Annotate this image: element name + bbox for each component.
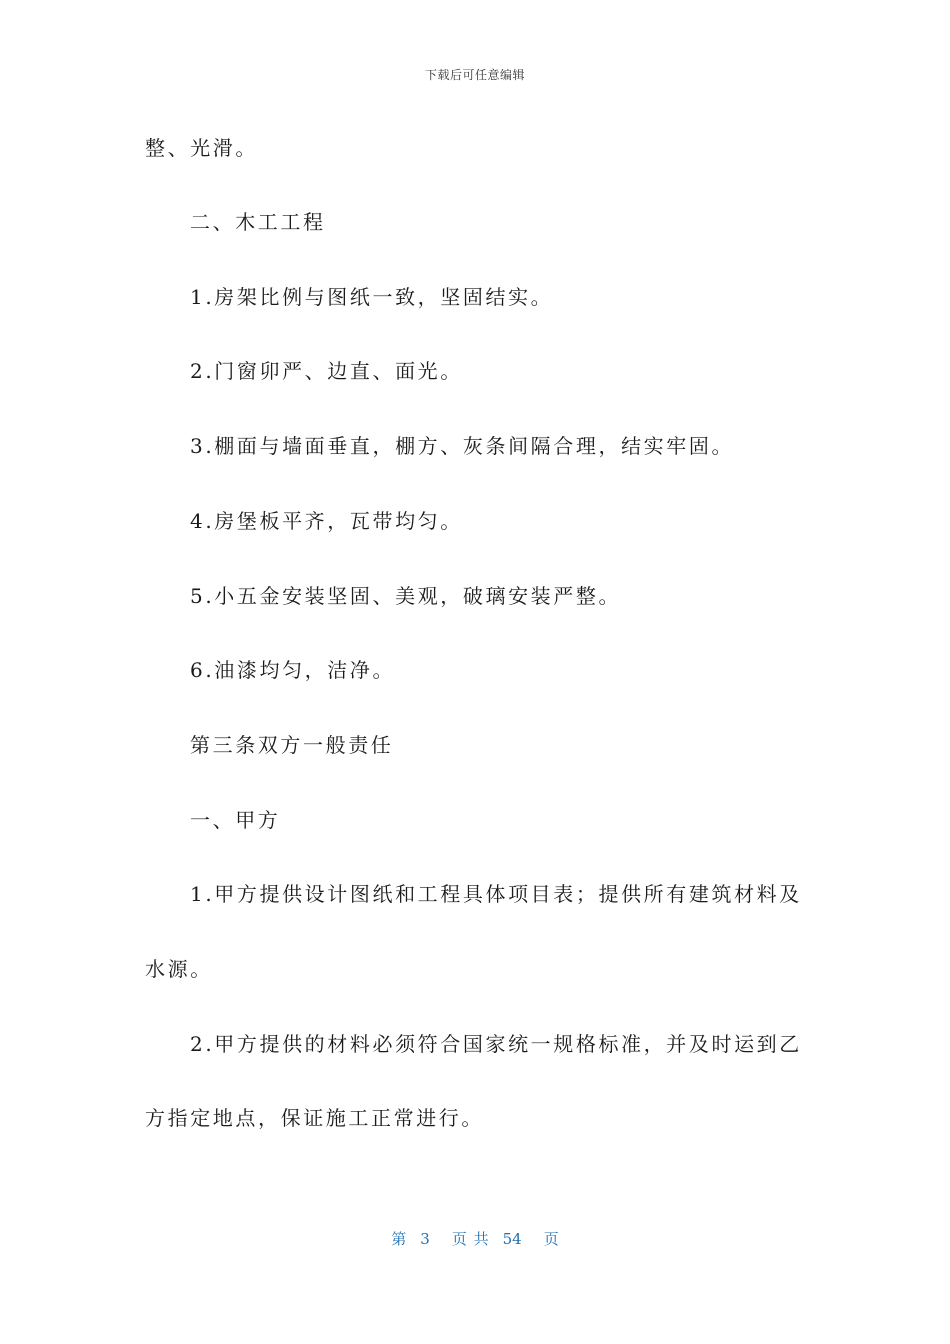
- paragraph-line: 水源。: [145, 957, 213, 981]
- footer-current-page: 3: [420, 1230, 430, 1248]
- paragraph-line: 5.小五金安装坚固、美观，破璃安装严整。: [190, 584, 622, 608]
- paragraph-line: 2.甲方提供的材料必须符合国家统一规格标准，并及时运到乙: [190, 1032, 802, 1056]
- page-footer: [0, 1228, 950, 1249]
- paragraph-line: 1.甲方提供设计图纸和工程具体项目表；提供所有建筑材料及: [190, 882, 802, 906]
- article-heading: 第三条双方一般责任: [190, 733, 394, 757]
- footer-middle: 页 共: [451, 1230, 489, 1248]
- paragraph-line: 整、光滑。: [145, 136, 258, 160]
- paragraph-line: 4.房堡板平齐，瓦带均匀。: [190, 509, 463, 533]
- paragraph-line: 1.房架比例与图纸一致，坚固结实。: [190, 285, 554, 309]
- section-heading: 一、甲方: [190, 808, 281, 832]
- footer-suffix: 页: [543, 1230, 559, 1248]
- header-note: 下载后可任意编辑: [424, 68, 525, 82]
- paragraph-line: 方指定地点，保证施工正常进行。: [145, 1106, 484, 1130]
- paragraph-line: 3.棚面与墙面垂直，棚方、灰条间隔合理，结实牢固。: [190, 434, 735, 458]
- footer-prefix: 第: [391, 1230, 407, 1248]
- footer-total-pages: 54: [502, 1230, 522, 1248]
- section-heading: 二、木工工程: [190, 210, 326, 234]
- paragraph-line: 2.门窗卯严、边直、面光。: [190, 359, 463, 383]
- paragraph-line: 6.油漆均匀，洁净。: [190, 658, 396, 682]
